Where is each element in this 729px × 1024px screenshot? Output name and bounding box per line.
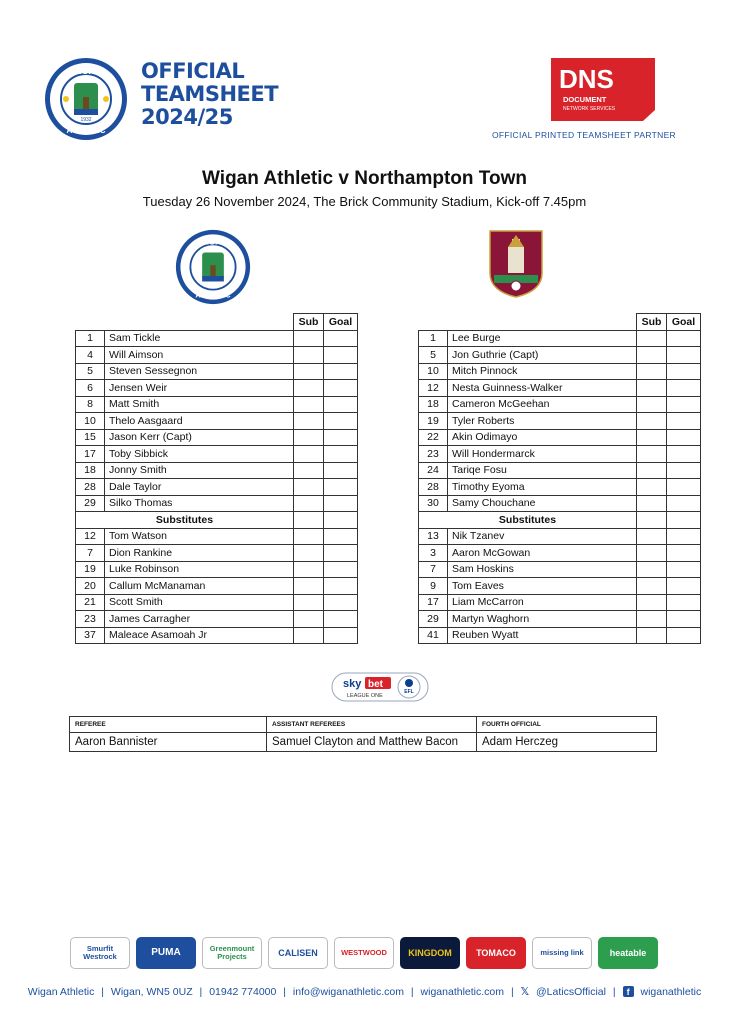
player-number: 30	[419, 495, 448, 512]
player-number: 3	[419, 545, 448, 562]
player-row	[76, 545, 358, 562]
player-number: 29	[76, 495, 105, 512]
wigan-crest-small	[175, 229, 251, 305]
player-number: 5	[419, 347, 448, 364]
substitutes-heading: Substitutes	[76, 512, 294, 529]
sub-checkbox	[294, 330, 324, 347]
player-name: Silko Thomas	[105, 495, 294, 512]
home-team-rows	[76, 314, 358, 644]
crest-small-bottom-text: ATHLETIC	[195, 290, 231, 300]
player-name: Maleace Asamoah Jr	[105, 627, 294, 644]
sub-checkbox	[637, 462, 667, 479]
player-row	[76, 330, 358, 347]
assistant-referees-label: ASSISTANT REFEREES	[267, 717, 477, 733]
player-name: Callum McManaman	[105, 578, 294, 595]
crest-year: 1932	[80, 117, 92, 123]
player-row	[76, 380, 358, 397]
player-row	[419, 627, 701, 644]
player-row	[419, 495, 701, 512]
referee-name: Aaron Bannister	[70, 733, 267, 752]
sub-checkbox	[637, 578, 667, 595]
player-row	[419, 528, 701, 545]
sub-checkbox	[637, 528, 667, 545]
player-row	[419, 413, 701, 430]
header-spacer	[419, 314, 448, 331]
goal-checkbox	[667, 446, 701, 463]
player-number: 20	[76, 578, 105, 595]
goal-checkbox	[324, 479, 358, 496]
player-number: 29	[419, 611, 448, 628]
sub-checkbox	[294, 512, 324, 529]
official-line1: OFFICIAL	[141, 59, 245, 83]
player-name: Steven Sessegnon	[105, 363, 294, 380]
sub-checkbox	[294, 528, 324, 545]
sub-checkbox	[637, 545, 667, 562]
player-number: 21	[76, 594, 105, 611]
match-details: Tuesday 26 November 2024, The Brick Community Stadium, Kick-off 7.45pm	[142, 194, 587, 209]
header-spacer	[76, 314, 105, 331]
player-number: 13	[419, 528, 448, 545]
player-number: 23	[76, 611, 105, 628]
player-name: Tom Eaves	[448, 578, 637, 595]
player-name: Matt Smith	[105, 396, 294, 413]
goal-checkbox	[324, 611, 358, 628]
player-number: 1	[76, 330, 105, 347]
match-title: Wigan Athletic v Northampton Town	[202, 168, 527, 189]
sponsor-missing-link: missing link	[532, 937, 592, 969]
goal-checkbox	[324, 380, 358, 397]
player-name: Jason Kerr (Capt)	[105, 429, 294, 446]
player-row	[76, 495, 358, 512]
sub-checkbox	[637, 330, 667, 347]
goal-checkbox	[324, 528, 358, 545]
player-number: 8	[76, 396, 105, 413]
partner-caption: OFFICIAL PRINTED TEAMSHEET PARTNER	[491, 130, 676, 140]
goal-checkbox	[667, 545, 701, 562]
sponsor-smurfit-westrock: Smurfit Westrock	[70, 937, 130, 969]
player-number: 5	[76, 363, 105, 380]
player-number: 22	[419, 429, 448, 446]
goal-checkbox	[324, 578, 358, 595]
goal-checkbox	[667, 429, 701, 446]
player-number: 7	[76, 545, 105, 562]
goal-checkbox	[667, 578, 701, 595]
player-name: Akin Odimayo	[448, 429, 637, 446]
sub-checkbox	[294, 545, 324, 562]
home-team-table	[75, 313, 358, 644]
player-name: Scott Smith	[105, 594, 294, 611]
goal-checkbox	[324, 627, 358, 644]
player-number: 6	[76, 380, 105, 397]
sub-checkbox	[294, 380, 324, 397]
player-row	[76, 413, 358, 430]
sponsor-tomaco: TOMACO	[466, 937, 526, 969]
player-number: 19	[419, 413, 448, 430]
substitutes-header-row	[76, 512, 358, 529]
player-row	[76, 429, 358, 446]
player-row	[419, 611, 701, 628]
sponsor-westwood: WESTWOOD	[334, 937, 394, 969]
sub-checkbox	[294, 594, 324, 611]
player-row	[76, 462, 358, 479]
referee-label: REFEREE	[70, 717, 267, 733]
player-name: Thelo Aasgaard	[105, 413, 294, 430]
sponsor-calisen: CALISEN	[268, 937, 328, 969]
player-name: Will Hondermarck	[448, 446, 637, 463]
sub-checkbox	[637, 611, 667, 628]
player-row	[419, 479, 701, 496]
player-name: Timothy Eyoma	[448, 479, 637, 496]
player-row	[419, 446, 701, 463]
sub-checkbox	[637, 446, 667, 463]
sub-checkbox	[294, 396, 324, 413]
header-spacer	[105, 314, 294, 331]
footer-sep: |	[510, 986, 514, 998]
player-number: 15	[76, 429, 105, 446]
dns-text: DNS	[559, 64, 614, 94]
sky-text: sky	[343, 678, 362, 690]
player-row	[76, 396, 358, 413]
goal-checkbox	[667, 330, 701, 347]
player-name: Sam Tickle	[105, 330, 294, 347]
league-one-text: LEAGUE ONE	[347, 693, 383, 699]
player-name: Tyler Roberts	[448, 413, 637, 430]
player-number: 28	[76, 479, 105, 496]
player-name: Cameron McGeehan	[448, 396, 637, 413]
sub-checkbox	[637, 429, 667, 446]
sub-checkbox	[637, 413, 667, 430]
player-number: 18	[419, 396, 448, 413]
sub-checkbox	[637, 512, 667, 529]
player-row	[76, 479, 358, 496]
away-team-table	[418, 313, 701, 644]
dns-partner-logo	[551, 58, 655, 121]
player-name: Dion Rankine	[105, 545, 294, 562]
footer-sep: |	[199, 986, 203, 998]
goal-checkbox	[667, 363, 701, 380]
player-name: Aaron McGowan	[448, 545, 637, 562]
sub-checkbox	[637, 363, 667, 380]
sub-checkbox	[637, 594, 667, 611]
official-teamsheet-title	[141, 59, 279, 129]
sub-checkbox	[637, 561, 667, 578]
player-number: 10	[419, 363, 448, 380]
goal-checkbox	[667, 479, 701, 496]
crest-small-top-text: WIGAN	[199, 237, 227, 247]
goal-checkbox	[667, 512, 701, 529]
sub-checkbox	[294, 578, 324, 595]
player-name: Will Aimson	[105, 347, 294, 364]
goal-checkbox	[667, 462, 701, 479]
goal-checkbox	[667, 594, 701, 611]
player-row	[76, 363, 358, 380]
crest-bottom-text: ATHLETIC	[66, 126, 106, 135]
goal-column-header: Goal	[324, 314, 358, 331]
sponsor-puma: PUMA	[136, 937, 196, 969]
goal-checkbox	[324, 446, 358, 463]
footer-x-handle[interactable]: @LaticsOfficial	[535, 986, 606, 998]
dns-sub1: DOCUMENT	[563, 95, 607, 104]
substitutes-header-row	[419, 512, 701, 529]
sub-column-header: Sub	[294, 314, 324, 331]
goal-checkbox	[324, 330, 358, 347]
table-header-row	[76, 314, 358, 331]
substitutes-heading: Substitutes	[419, 512, 637, 529]
player-name: Jonny Smith	[105, 462, 294, 479]
sub-checkbox	[294, 479, 324, 496]
official-line2: TEAMSHEET	[141, 82, 279, 106]
player-row	[419, 545, 701, 562]
sub-checkbox	[294, 363, 324, 380]
sponsor-kingdom: KINGDOM	[400, 937, 460, 969]
player-name: Luke Robinson	[105, 561, 294, 578]
player-row	[419, 380, 701, 397]
player-name: Mitch Pinnock	[448, 363, 637, 380]
player-number: 4	[76, 347, 105, 364]
player-row	[76, 578, 358, 595]
player-row	[419, 330, 701, 347]
player-number: 19	[76, 561, 105, 578]
assistant-referees-names: Samuel Clayton and Matthew Bacon	[267, 733, 477, 752]
player-row	[76, 347, 358, 364]
bet-text: bet	[368, 679, 383, 690]
player-name: Tariqe Fosu	[448, 462, 637, 479]
goal-checkbox	[324, 429, 358, 446]
player-name: Nesta Guinness-Walker	[448, 380, 637, 397]
player-name: Sam Hoskins	[448, 561, 637, 578]
player-row	[76, 528, 358, 545]
player-number: 23	[419, 446, 448, 463]
player-row	[419, 347, 701, 364]
player-number: 24	[419, 462, 448, 479]
sub-checkbox	[637, 479, 667, 496]
sub-checkbox	[637, 380, 667, 397]
player-number: 7	[419, 561, 448, 578]
player-name: James Carragher	[105, 611, 294, 628]
goal-checkbox	[667, 413, 701, 430]
player-row	[419, 363, 701, 380]
footer-email-link[interactable]: info@wiganathletic.com	[292, 986, 404, 998]
player-row	[419, 594, 701, 611]
fourth-official-label: FOURTH OFFICIAL	[477, 717, 657, 733]
player-row	[419, 561, 701, 578]
goal-checkbox	[667, 380, 701, 397]
goal-checkbox	[667, 528, 701, 545]
player-row	[419, 462, 701, 479]
match-officials-table	[69, 716, 657, 752]
sub-checkbox	[294, 429, 324, 446]
sub-checkbox	[637, 396, 667, 413]
footer-address: Wigan, WN5 0UZ	[110, 986, 193, 998]
footer-facebook[interactable]: wiganathletic	[640, 986, 702, 998]
player-number: 17	[419, 594, 448, 611]
sub-checkbox	[637, 495, 667, 512]
sub-checkbox	[294, 561, 324, 578]
player-row	[76, 446, 358, 463]
table-header-row	[419, 314, 701, 331]
player-row	[419, 396, 701, 413]
player-name: Nik Tzanev	[448, 528, 637, 545]
player-name: Lee Burge	[448, 330, 637, 347]
sponsor-greenmount: Greenmount Projects	[202, 937, 262, 969]
footer-club: Wigan Athletic	[27, 986, 95, 998]
sponsor-heatable: heatable	[598, 937, 658, 969]
sub-checkbox	[637, 627, 667, 644]
player-number: 41	[419, 627, 448, 644]
footer-contact-bar	[0, 986, 729, 998]
player-name: Reuben Wyatt	[448, 627, 637, 644]
player-name: Toby Sibbick	[105, 446, 294, 463]
goal-checkbox	[324, 363, 358, 380]
goal-checkbox	[667, 561, 701, 578]
dns-sub2: NETWORK SERVICES	[563, 106, 616, 112]
sub-checkbox	[294, 611, 324, 628]
fourth-official-name: Adam Herczeg	[477, 733, 657, 752]
sub-column-header: Sub	[637, 314, 667, 331]
goal-checkbox	[324, 594, 358, 611]
northampton-crest	[488, 229, 544, 299]
player-number: 37	[76, 627, 105, 644]
sub-checkbox	[294, 347, 324, 364]
x-icon: 𝕏	[520, 986, 530, 998]
header-spacer	[448, 314, 637, 331]
player-row	[76, 611, 358, 628]
wigan-crest-logo	[44, 57, 128, 141]
goal-checkbox	[324, 413, 358, 430]
footer-website-link[interactable]: wiganathletic.com	[420, 986, 505, 998]
goal-checkbox	[324, 561, 358, 578]
footer-sep: |	[612, 986, 616, 998]
player-number: 18	[76, 462, 105, 479]
facebook-icon: f	[623, 986, 634, 997]
footer-sep: |	[410, 986, 414, 998]
sub-checkbox	[294, 413, 324, 430]
sub-checkbox	[294, 446, 324, 463]
player-row	[76, 627, 358, 644]
player-number: 12	[76, 528, 105, 545]
crest-top-text: WIGAN	[70, 66, 102, 76]
footer-phone: 01942 774000	[209, 986, 277, 998]
goal-column-header: Goal	[667, 314, 701, 331]
player-name: Martyn Waghorn	[448, 611, 637, 628]
official-line3: 2024/25	[141, 105, 233, 129]
sponsor-logos-strip	[70, 937, 660, 969]
goal-checkbox	[667, 495, 701, 512]
goal-checkbox	[667, 396, 701, 413]
footer-sep: |	[283, 986, 286, 998]
sub-checkbox	[294, 462, 324, 479]
player-number: 17	[76, 446, 105, 463]
goal-checkbox	[324, 545, 358, 562]
goal-checkbox	[324, 512, 358, 529]
player-number: 9	[419, 578, 448, 595]
player-number: 28	[419, 479, 448, 496]
player-row	[419, 578, 701, 595]
goal-checkbox	[324, 495, 358, 512]
goal-checkbox	[667, 611, 701, 628]
goal-checkbox	[324, 462, 358, 479]
player-number: 10	[76, 413, 105, 430]
sub-checkbox	[294, 627, 324, 644]
sky-bet-league-one-badge	[331, 672, 429, 702]
player-name: Tom Watson	[105, 528, 294, 545]
player-name: Jensen Weir	[105, 380, 294, 397]
player-name: Dale Taylor	[105, 479, 294, 496]
footer-sep: |	[101, 986, 104, 998]
goal-checkbox	[324, 396, 358, 413]
away-team-rows	[419, 314, 701, 644]
player-name: Liam McCarron	[448, 594, 637, 611]
player-name: Jon Guthrie (Capt)	[448, 347, 637, 364]
sub-checkbox	[637, 347, 667, 364]
goal-checkbox	[667, 627, 701, 644]
goal-checkbox	[324, 347, 358, 364]
player-row	[419, 429, 701, 446]
player-row	[76, 594, 358, 611]
player-number: 12	[419, 380, 448, 397]
efl-text: EFL	[404, 689, 414, 695]
player-name: Samy Chouchane	[448, 495, 637, 512]
player-number: 1	[419, 330, 448, 347]
sub-checkbox	[294, 495, 324, 512]
goal-checkbox	[667, 347, 701, 364]
player-row	[76, 561, 358, 578]
